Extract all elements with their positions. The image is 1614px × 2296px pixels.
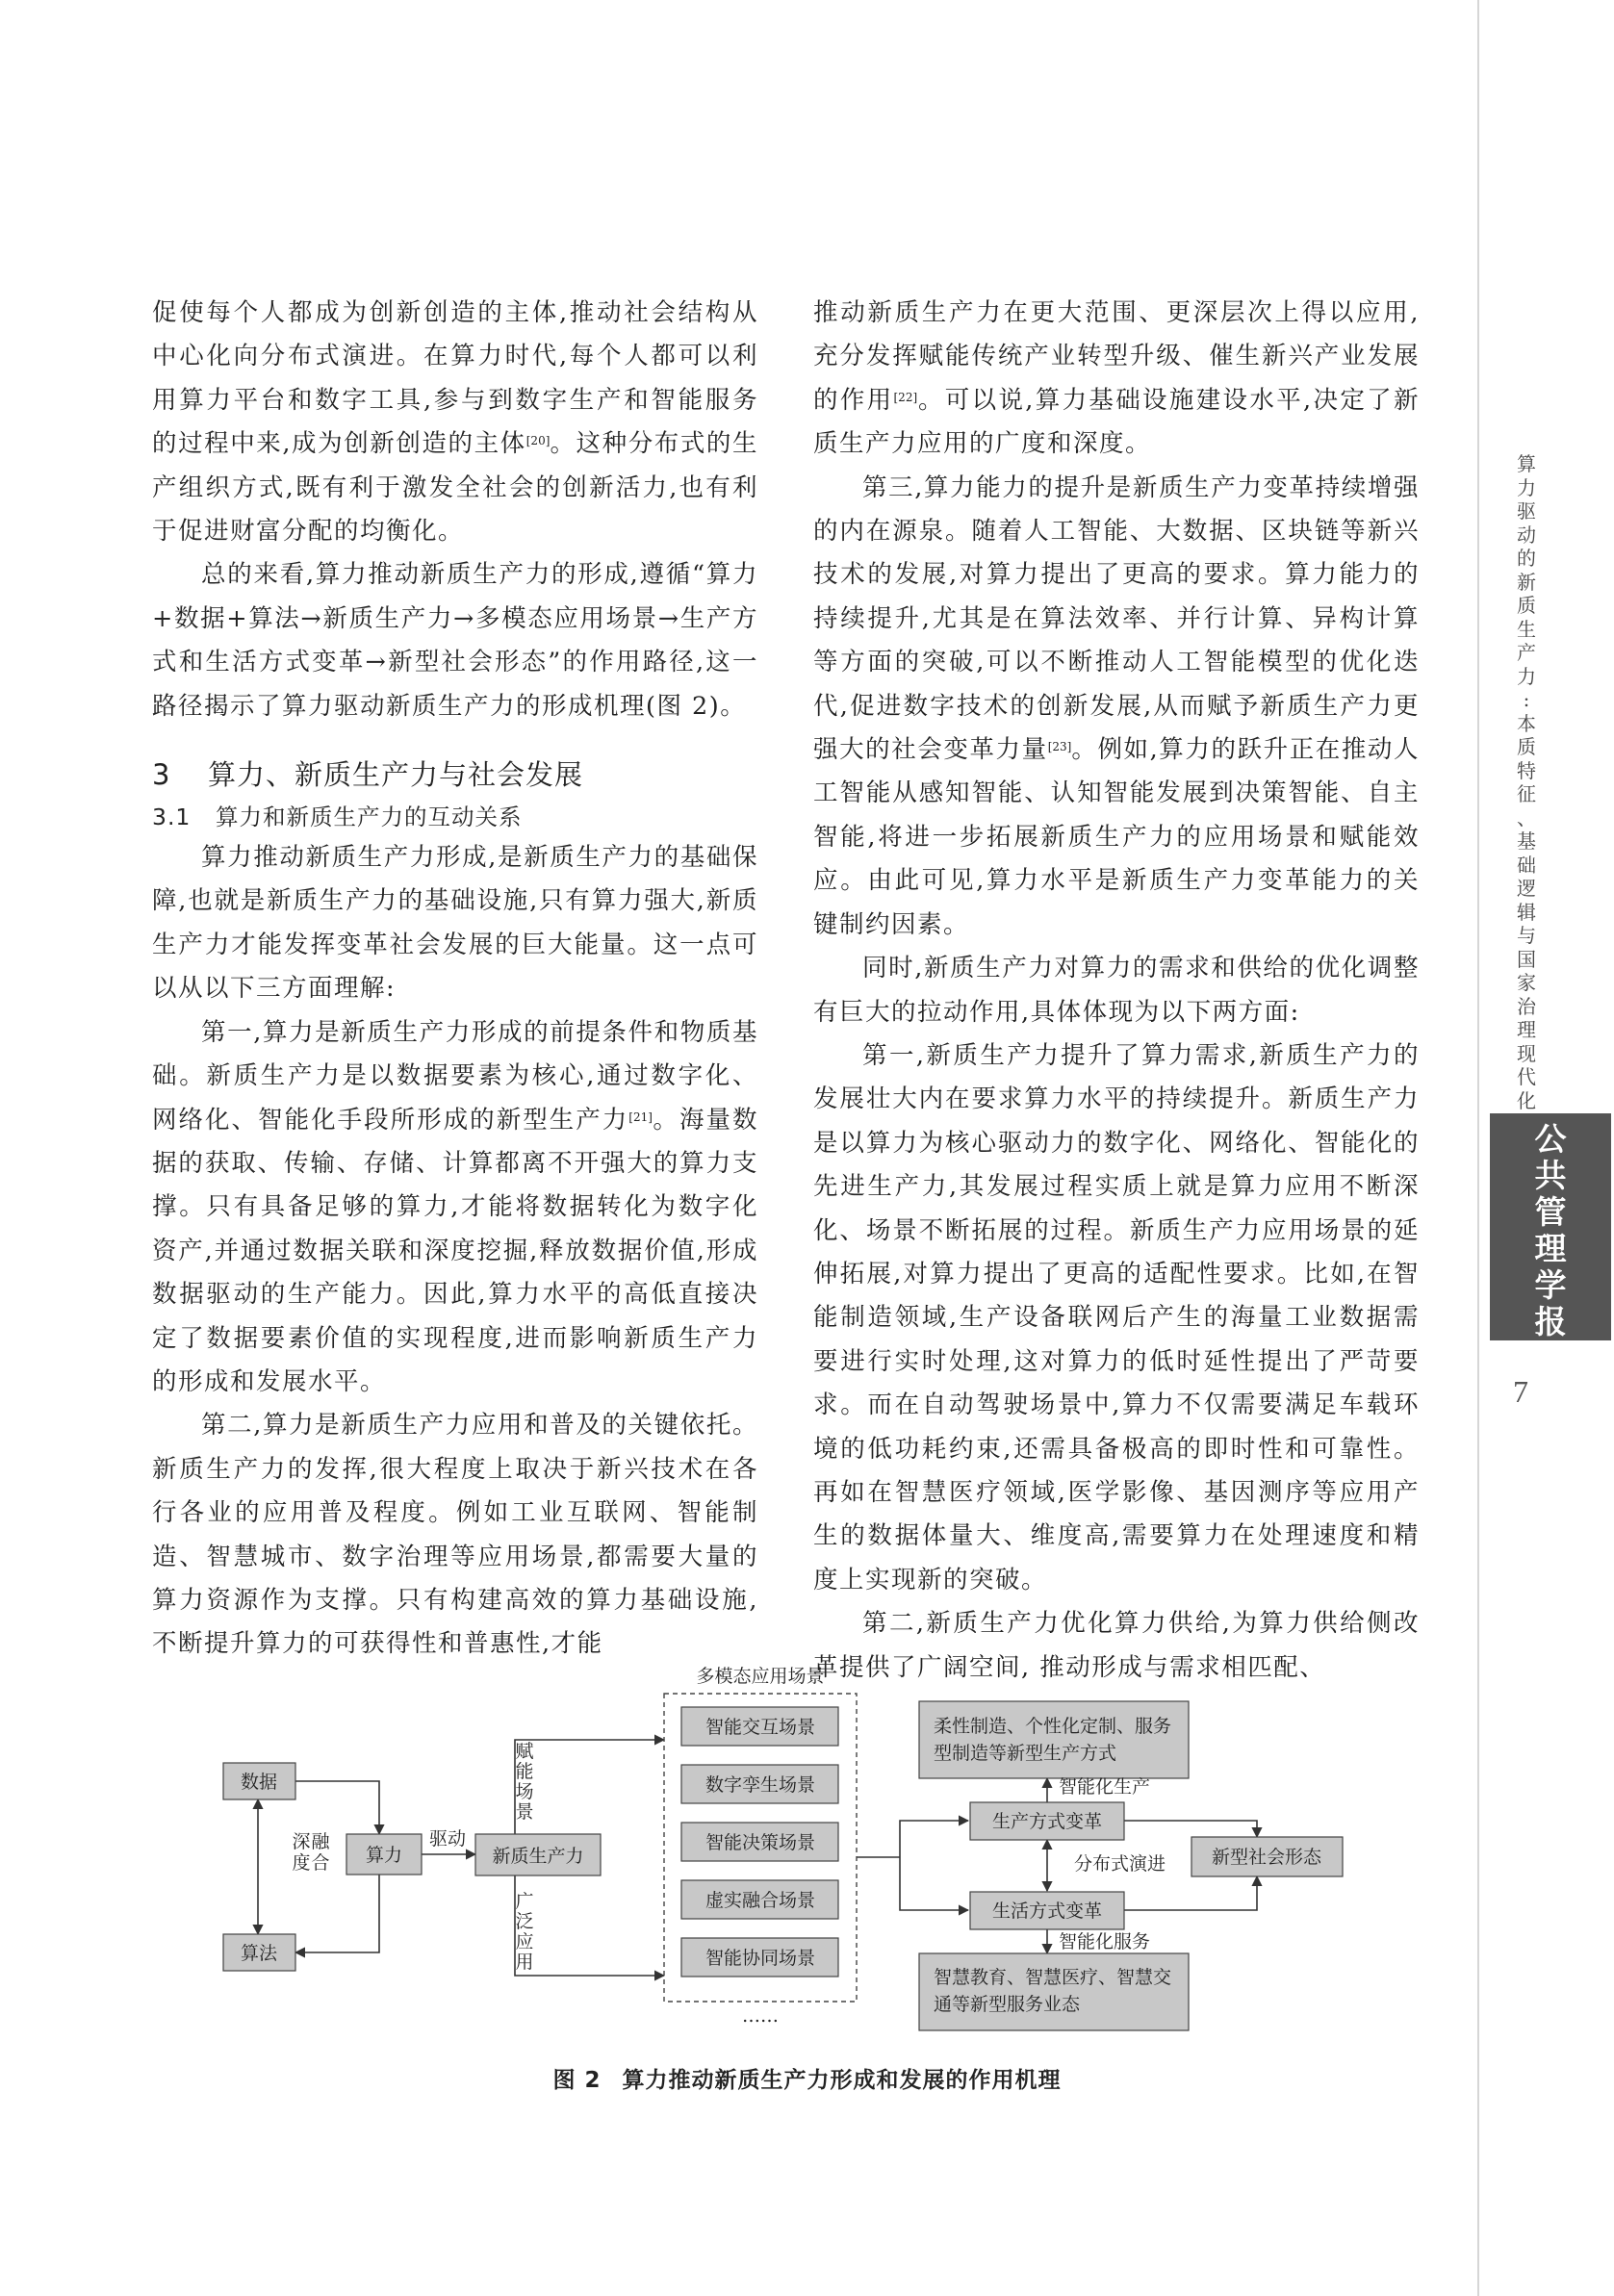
scene-label: 数字孪生场景 (705, 1774, 816, 1796)
paragraph: 第二,新质生产力优化算力供给,为算力供给侧改革提供了广阔空间, 推动形成与需求相匹配、 (813, 1609, 1420, 1682)
production-change-label: 生产方式变革 (991, 1811, 1103, 1832)
citation: [21] (628, 1110, 653, 1124)
subsection-heading: 3.1 算力和新质生产力的互动关系 (152, 804, 523, 831)
scene-label: …… (742, 2005, 779, 2027)
paragraph: 第二,算力是新质生产力应用和普及的关键依托。新质生产力的发挥,很大程度上取决于新兴技术在各行各业的应用普及程度。例如工业互联网、智能制造、智慧城市、数字治理等应用场景,都需要大量的算力资源作为支撑。只有构建高效的算力基础设施,不断提升算力的可获得性和普惠性,才能 (152, 1411, 758, 1659)
paragraph: 推动新质生产力在更大范围、更深层次上得以应用,充分发挥赋能传统产业转型升级、催生新兴产业发展的作用[22]。可以说,算力基础设施建设水平,决定了新质生产力应用的广度和深度。 (813, 298, 1420, 459)
paragraph: 促使每个人都成为创新创造的主体,推动社会结构从中心化向分布式演进。在算力时代,每个人都可以利用算力平台和数字工具,参与到数字生产和智能服务的过程中来,成为创新创造的主体[20]。这种分布式的生产组织方式,既有利于激发全社会的创新活力,也有利于促进财富分配的均衡化。 (152, 298, 758, 547)
deep-fusion-label-2: 融合 (311, 1831, 330, 1874)
drive-label: 驱动 (428, 1828, 467, 1850)
citation: [20] (525, 434, 551, 448)
scenes-title: 多模态应用场景 (696, 1666, 825, 1687)
left-column (152, 292, 758, 1667)
scene-label: 智能决策场景 (705, 1832, 816, 1853)
journal-name-box: 公 共 管 理 学 报 (1490, 1113, 1611, 1340)
life-change-label: 生活方式变革 (991, 1901, 1103, 1922)
service-modes-box (919, 1953, 1189, 2030)
society-label: 新型社会形态 (1211, 1847, 1322, 1868)
compute-label: 算力 (365, 1845, 403, 1866)
running-title: 算 力 驱 动 的 新 质 生 产 力 : 本 质 特 征 、 基 础 逻 辑 与 国 家 治 理 现 代 化 (1517, 452, 1536, 1112)
scene-label: 虚实融合场景 (705, 1890, 816, 1911)
figure-caption: 图 2 算力推动新质生产力形成和发展的作用机理 (552, 2068, 1062, 2093)
production-modes-box (919, 1701, 1189, 1778)
paragraph: 总的来看,算力推动新质生产力的形成,遵循“算力+数据+算法→新质生产力→多模态应用场景→生产方式和生活方式变革→新型社会形态”的作用路径,这一路径揭示了算力驱动新质生产力的形成机理(图 2)。 (152, 560, 758, 721)
page-number: 7 (1513, 1374, 1528, 1409)
citation: [23] (1047, 740, 1072, 754)
algorithm-label: 算法 (240, 1943, 278, 1964)
data-label: 数据 (240, 1772, 278, 1793)
scene-label: 智能协同场景 (705, 1948, 816, 1969)
paragraph: 同时,新质生产力对算力的需求和供给的优化调整有巨大的拉动作用,具体体现为以下两方面: (813, 954, 1420, 1027)
section-heading: 3 算力、新质生产力与社会发展 (152, 758, 584, 792)
distributed-label: 分布式演进 (1074, 1853, 1166, 1875)
citation: [22] (893, 390, 918, 404)
production-modes-text: 柔性制造、个性化定制、服务型制造等新型生产方式 (934, 1716, 1172, 1764)
paragraph: 第一,算力是新质生产力形成的前提条件和物质基础。新质生产力是以数据要素为核心,通过数字化、网络化、智能化手段所形成的新型生产力[21]。海量数据的获取、传输、存储、计算都离不开强大的算力支撑。只有具备足够的算力,才能将数据转化为数字化资产,并通过数据关联和深度挖掘,释放数据价值,形成数据驱动的生产能力。因此,算力水平的高低直接决定了数据要素价值的实现程度,进而影响新质生产力的形成和发展水平。 (152, 1017, 758, 1396)
paragraph: 第一,新质生产力提升了算力需求,新质生产力的发展壮大内在要求算力水平的持续提升。新质生产力是以算力为核心驱动力的数字化、网络化、智能化的先进生产力,其发展过程实质上就是算力应用不断深化、场景不断拓展的过程。新质生产力应用场景的延伸拓展,对算力提出了更高的适配性要求。比如,在智能制造领域,生产设备联网后产生的海量工业数据需要进行实时处理,这对算力的低时延性提出了严苛要求。而在自动驾驶场景中,算力不仅需要满足车载环境的低功耗约束,还需具备极高的即时性和可靠性。再如在智慧医疗领域,医学影像、基因测序等应用产生的数据体量大、维度高,需要算力在处理速度和精度上实现新的突破。 (813, 1040, 1420, 1594)
smart-production-label: 智能化生产 (1059, 1776, 1151, 1798)
paragraph: 算力推动新质生产力形成,是新质生产力的基础保障,也就是新质生产力的基础设施,只有算力强大,新质生产力才能发挥变革社会发展的巨大能量。这一点可以从以下三方面理解: (152, 843, 758, 1004)
wide-app-label: 广泛应用 (515, 1891, 534, 1973)
empower-label: 赋能场景 (515, 1741, 534, 1823)
right-column (813, 292, 1420, 1690)
paragraph: 第三,算力能力的提升是新质生产力变革持续增强的内在源泉。随着人工智能、大数据、区块链等新兴技术的发展,对算力提出了更高的要求。算力能力的持续提升,尤其是在算法效率、并行计算、异构计算等方面的突破,可以不断推动人工智能模型的优化迭代,促进数字技术的创新发展,从而赋予新质生产力更强大的社会变革力量[23]。例如,算力的跃升正在推动人工智能从感知智能、认知智能发展到决策智能、自主智能,将进一步拓展新质生产力的应用场景和赋能效应。由此可见,算力水平是新质生产力变革能力的关键制约因素。 (813, 472, 1420, 939)
smart-service-label: 智能化服务 (1059, 1931, 1151, 1952)
npf-label: 新质生产力 (492, 1846, 584, 1867)
figure-diagram (0, 1655, 1614, 2040)
service-modes-text: 智慧教育、智慧医疗、智慧交通等新型服务业态 (934, 1967, 1172, 2015)
scene-label: 智能交互场景 (705, 1717, 816, 1738)
deep-fusion-label: 深度 (292, 1831, 311, 1874)
